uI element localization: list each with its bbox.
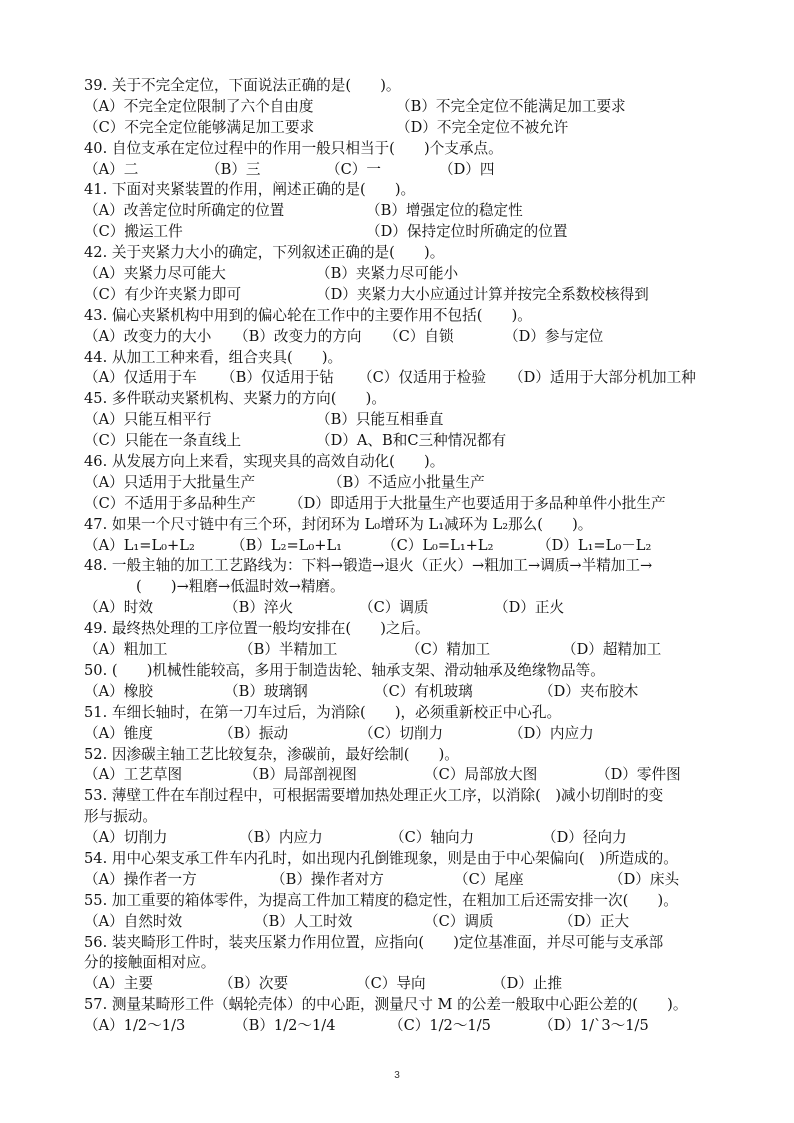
option-text: （A）粗加工 [84,641,168,659]
option-text: （B）夹紧力尽可能小 [316,265,459,283]
option-text: （A）主要 [84,975,153,993]
text-line [84,933,764,954]
question-text: 40. 自位支承在定位过程中的作用一般只相当于( )个支承点。 [84,139,503,157]
option-text: （D）零件图 [596,766,681,784]
option-text: （B）不适应小批量生产 [328,473,485,491]
option-text: （B）淬火 [224,599,294,617]
option-text: （C）L₀=L₁+L₂ [382,536,494,554]
option-text: （D）径向力 [542,829,627,847]
question-text: 43. 偏心夹紧机构中用到的偏心轮在工作中的主要作用不包括( )。 [84,306,532,324]
option-text: （B）振动 [219,724,289,742]
text-line [84,118,764,139]
option-text: （C）尾座 [454,870,524,888]
option-text: （C）切削力 [359,724,444,742]
option-text: （D）即适用于大批量生产也要适用于多品种单件小批生产 [289,494,666,512]
text-line [84,243,764,264]
option-text: （D）床头 [609,870,680,888]
option-text: （D）参与定位 [504,327,604,345]
text-line [84,724,764,745]
text-line [84,786,764,807]
option-text: （A）自然时效 [84,912,183,930]
option-text: （B）次要 [219,975,289,993]
option-text: （B）仅适用于钻 [221,369,334,387]
option-text: （D）超精加工 [562,641,662,659]
text-line [84,807,764,828]
question-text: 41. 下面对夹紧装置的作用，阐述正确的是( )。 [84,181,416,199]
question-text: 49. 最终热处理的工序位置一般均安排在( )之后。 [84,620,430,638]
option-text: （B）不完全定位不能满足加工要求 [396,97,626,115]
option-text: （A）夹紧力尽可能大 [84,265,226,283]
option-text: （C）一 [326,160,381,178]
option-text: 形与振动。 [84,808,157,826]
text-line [84,891,764,912]
text-line [84,368,764,389]
document-body [84,76,764,1037]
text-line [84,640,764,661]
option-text: （D）四 [439,160,495,178]
question-text: 42. 关于夹紧力大小的确定，下列叙述正确的是( )。 [84,244,445,262]
question-text: 56. 装夹畸形工件时，装夹压紧力作用位置，应指向( )定位基准面，并尽可能与支承部 [84,933,664,951]
option-text: （D）L₁=L₀－L₂ [537,536,652,554]
option-text: （D）夹布胶木 [539,682,639,700]
option-text: （A）只适用于大批量生产 [84,473,256,491]
option-text: （B）只能互相垂直 [316,411,444,429]
text-line [84,745,764,766]
option-text: （C）局部放大图 [424,766,538,784]
text-line [84,995,764,1016]
option-text: （B）内应力 [239,829,323,847]
option-text: （B）改变力的方向 [234,327,362,345]
question-text: 53. 薄壁工件在车削过程中，可根据需要增加热处理正火工序，以消除( )减小切削时的变 [84,787,664,805]
option-text: （D）不完全定位不被允许 [396,118,569,136]
option-text: （C）不适用于多品种生产 [84,494,256,512]
text-line [84,180,764,201]
text-line [84,1016,764,1037]
text-line [84,139,764,160]
option-text: （A）只能互相平行 [84,411,212,429]
text-line [84,828,764,849]
option-text: （A）二 [84,160,139,178]
option-text: （C）搬运工件 [84,223,183,241]
text-line [84,76,764,97]
text-line [84,494,764,515]
text-line [84,473,764,494]
option-text: （A）改变力的大小 [84,327,212,345]
text-line [84,431,764,452]
text-line [84,389,764,410]
option-text: （B）操作者对方 [271,870,384,888]
option-text: （D）保持定位时所确定的位置 [366,223,568,241]
option-text: （C）不完全定位能够满足加工要求 [84,118,315,136]
text-line [84,410,764,431]
text-line [84,953,764,974]
text-line [84,306,764,327]
text-line [84,348,764,369]
option-text: 分的接触面相对应。 [84,954,216,972]
question-text: 48. 一般主轴的加工工艺路线为：下料→锻造→退火（正火）→粗加工→调质→半精加工→ [84,557,653,575]
option-text: （A）时效 [84,599,153,617]
text-line [84,264,764,285]
option-text: （B）玻璃钢 [224,682,308,700]
question-text: 55. 加工重要的箱体零件，为提高工件加工精度的稳定性，在粗加工后还需安排一次( )。 [84,891,678,909]
text-line [84,661,764,682]
option-text: （A）仅适用于车 [84,369,197,387]
option-text: （B）三 [206,160,261,178]
option-text: （B）增强定位的稳定性 [366,202,523,220]
option-text: （C）调质 [359,599,429,617]
option-text: （C）只能在一条直线上 [84,432,242,450]
option-text: （A）工艺草图 [84,766,183,784]
option-text: （C）有少许夹紧力即可 [84,285,242,303]
page-number: 3 [394,1070,400,1081]
question-text: 52. 因渗碳主轴工艺比较复杂，渗碳前，最好绘制( )。 [84,745,459,763]
option-text: （D）夹紧力大小应通过计算并按完全系数校核得到 [316,285,649,303]
option-text: （A）切削力 [84,829,168,847]
option-text: （D）内应力 [509,724,594,742]
option-text: （D）A、B和C三种情况都有 [316,432,507,450]
option-text: （C）仅适用于检验 [358,369,486,387]
text-line [84,452,764,473]
text-line [84,682,764,703]
option-text: （D）适用于大部分机加工种 [509,369,696,387]
question-text: 46. 从发展方向上来看，实现夹具的高效自动化( )。 [84,453,445,471]
text-line [84,97,764,118]
text-line [84,765,764,786]
question-text: 39. 关于不完全定位，下面说法正确的是( )。 [84,77,401,94]
text-line [84,327,764,348]
option-text: （C）轴向力 [390,829,475,847]
question-text: 57. 测量某畸形工件（蜗轮壳体）的中心距，测量尺寸 M 的公差一般取中心距公差的( )。 [84,996,688,1014]
option-text: （D）止推 [492,975,563,993]
text-line [84,577,764,598]
option-text: （C）调质 [424,912,494,930]
option-text: （C）导向 [356,975,426,993]
text-line [84,598,764,619]
text-line [84,619,764,640]
option-text: （A）改善定位时所确定的位置 [84,202,285,220]
option-text: （A）1/2～1/3 [84,1017,186,1035]
option-text: （A）锥度 [84,724,153,742]
option-text: （B）L₂=L₀+L₁ [231,536,342,554]
option-text: （B）半精加工 [239,641,338,659]
question-text: 54. 用中心架支承工件车内孔时，如出现内孔倒锥现象，则是由于中心架偏向( )所造成的。 [84,849,678,867]
option-text: （A）橡胶 [84,682,153,700]
option-text: （B）局部剖视图 [244,766,357,784]
question-text: 47. 如果一个尺寸链中有三个环，封闭环为 L₀增环为 L₁减环为 L₂那么( )。 [84,515,593,533]
option-text: （B）1/2～1/4 [234,1017,336,1035]
option-text: （C）有机玻璃 [374,682,473,700]
text-line [84,556,764,577]
option-text: （C）1/2～1/5 [389,1017,491,1035]
text-line [84,974,764,995]
text-line [84,912,764,933]
text-line [84,870,764,891]
question-text: 51. 车细长轴时，在第一刀车过后，为消除( )，必须重新校正中心孔。 [84,703,562,721]
option-text: （D）1/`3～1/5 [539,1017,649,1035]
text-line [84,222,764,243]
text-line [84,285,764,306]
option-text: ( )→粗磨→低温时效→精磨。 [136,578,345,596]
text-line [84,536,764,557]
option-text: （A）L₁=L₀+L₂ [84,536,195,554]
question-text: 45. 多件联动夹紧机构、夹紧力的方向( )。 [84,390,386,408]
option-text: （A）操作者一方 [84,870,197,888]
question-text: 44. 从加工工种来看，组合夹具( )。 [84,348,343,366]
text-line [84,703,764,724]
option-text: （D）正火 [494,599,565,617]
text-line [84,201,764,222]
option-text: （A）不完全定位限制了六个自由度 [84,97,314,115]
option-text: （D）正大 [559,912,630,930]
question-text: 50. ( )机械性能较高，多用于制造齿轮、轴承支架、滑动轴承及绝缘物品等。 [84,661,605,679]
text-line [84,160,764,181]
text-line [84,849,764,870]
option-text: （B）人工时效 [254,912,353,930]
option-text: （C）精加工 [406,641,491,659]
option-text: （C）自锁 [384,327,454,345]
text-line [84,515,764,536]
